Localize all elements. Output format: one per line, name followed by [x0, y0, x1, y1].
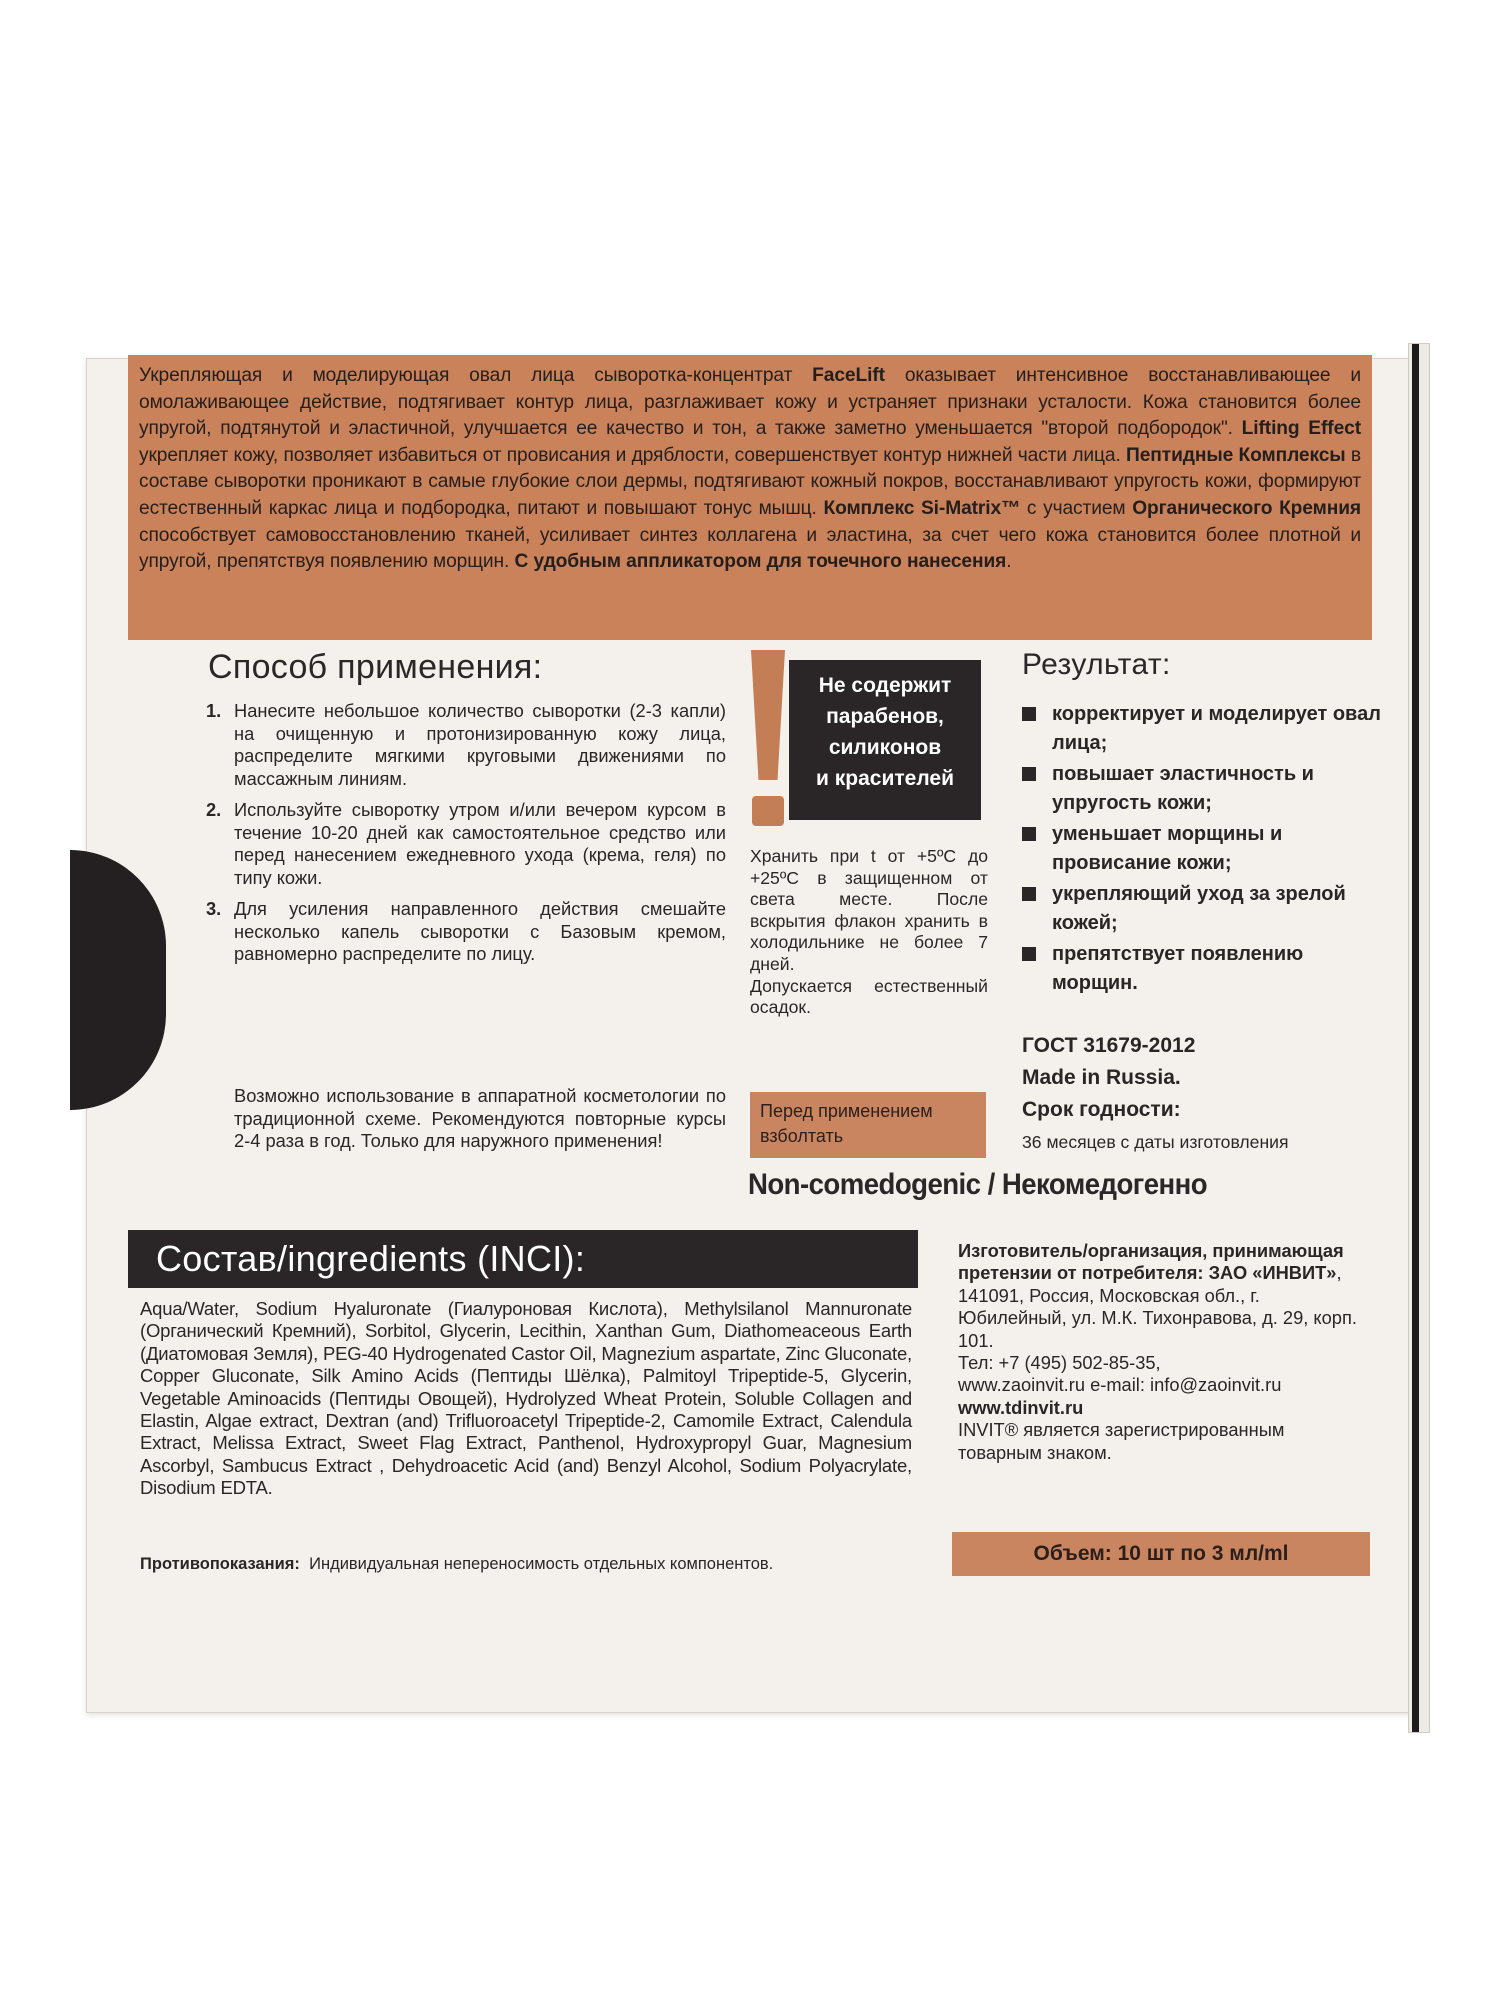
product-description: Укрепляющая и моделирующая овал лица сыворотка-концентрат FaceLift оказывает интенсивное восстанавливающее и омолаживающее действие, подтягивает контур лица, разглаживает кожу и устраняет признаки усталости. Кожа становится более упругой, подтянутой и эластичной, улучшается ее качество и тон, а также заметно уменьшается "второй подбородок". Lifting Effect укрепляет кожу, позволяет избавиться от провисания и дряблости, совершенствует контур нижней части лица. Пептидные Комплексы в составе сыворотки проникают в самые глубокие слои дермы, подтягивают кожный покров, восстанавливают упругость кожи, формируют естественный каркас лица и подбородка, питают и повышают тонус мышц. Комплекс Si-Matrix™ с участием Органического Кремния способствует самовосстановлению тканей, усиливает синтез коллагена и эластина, за счет чего кожа становится более плотной и упругой, препятствуя появлению морщин. С удобным аппликатором для точечного нанесения.	[128, 355, 1372, 640]
result-title: Результат:	[1022, 648, 1171, 681]
usage-note: Возможно использование в аппаратной косметологии по традиционной схеме. Рекомендуются повторные курсы 2-4 раза в год. Только для наружного применения!	[234, 1085, 726, 1151]
contraindications: Противопоказания: Индивидуальная непереносимость отдельных компонентов.	[140, 1555, 774, 1573]
square-bullet-icon	[1022, 707, 1036, 721]
result-list	[1022, 700, 1382, 1000]
manufacturer-info: Изготовитель/организация, принимающая претензии от потребителя: ЗАО «ИНВИТ», 141091, Россия, Московская обл., г. Юбилейный, ул. М.К. Тихонравова, д. 29, корп. 101. Тел: +7 (495) 502-85-35, www.zaoinvit.ru e-mail: info@zaoinvit.ru www.tdinvit.ru INVIT® является зарегистрированным товарным знаком.	[958, 1240, 1357, 1463]
usage-step: 1. Нанесите небольшое количество сыворотки (2-3 капли) на очищенную и протонизированную кожу лица, распределите мягкими круговыми движениями по массажным линиям.	[206, 700, 726, 789]
usage-step: 2. Используйте сыворотку утром и/или вечером курсом в течение 10-20 дней как самостоятельное средство или перед нанесением ежедневного ухода (крема, геля) по типу кожи.	[206, 799, 726, 888]
result-item: уменьшает морщины и провисание кожи;	[1022, 820, 1382, 878]
ingredients-list: Aqua/Water, Sodium Hyaluronate (Гиалуроновая Кислота), Methylsilanol Mannuronate (Органический Кремний), Sorbitol, Glycerin, Lecithin, Xanthan Gum, Diathomeaceous Earth (Диатомовая Земля), PEG-40 Hydrogenated Castor Oil, Magnezium aspartate, Zinc Gluconate, Copper Gluconate, Silk Amino Acids (Пептиды Шёлка), Palmitoyl Tripeptide-5, Glycerin, Vegetable Aminoacids (Пептиды Овощей), Hydrolyzed Wheat Protein, Soluble Collagen and Elastin, Algae extract, Dextran (and) Trifluoroacetyl Tripeptide-2, Camomile Extract, Calendula Extract, Melissa Extract, Sweet Flag Extract, Panthenol, Hydroxypropyl Guar, Magnesium Ascorbyl, Sambucus Extract , Dehydroacetic Acid (and) Benzyl Alcohol, Sodium Polyacrylate, Disodium EDTA.	[140, 1298, 912, 1499]
shelf-life-value: 36 месяцев с даты изготовления	[1022, 1132, 1289, 1152]
shelf-life-label: Срок годности:	[1022, 1098, 1181, 1121]
standards-block	[1022, 1030, 1195, 1126]
shake-notice: Перед применением взболтать	[750, 1092, 986, 1158]
gost-number: ГОСТ 31679-2012	[1022, 1034, 1196, 1057]
square-bullet-icon	[1022, 887, 1036, 901]
volume-label: Объем: 10 шт по 3 мл/ml	[952, 1532, 1370, 1576]
usage-title: Способ применения:	[208, 648, 543, 686]
free-from-badge: Не содержит парабенов, силиконов и красителей	[789, 660, 981, 820]
storage-instructions: Хранить при t от +5ºC до +25ºC в защищенном от света месте. После вскрытия флакон хранить в холодильнике не более 7 дней. Допускается естественный осадок.	[750, 846, 988, 1018]
package-side-edge	[1408, 343, 1430, 1733]
square-bullet-icon	[1022, 827, 1036, 841]
made-in: Made in Russia.	[1022, 1066, 1181, 1089]
square-bullet-icon	[1022, 767, 1036, 781]
ingredients-title: Состав/ingredients (INCI):	[128, 1230, 918, 1288]
result-item: корректирует и моделирует овал лица;	[1022, 700, 1382, 758]
result-item: препятствует появлению морщин.	[1022, 940, 1382, 998]
exclamation-icon	[750, 650, 786, 825]
usage-steps	[206, 700, 726, 975]
noncomedogenic-label: Non-comedogenic / Некомедогенно	[748, 1168, 1208, 1201]
result-item: укрепляющий уход за зрелой кожей;	[1022, 880, 1382, 938]
result-item: повышает эластичность и упругость кожи;	[1022, 760, 1382, 818]
square-bullet-icon	[1022, 947, 1036, 961]
usage-step: 3. Для усиления направленного действия смешайте несколько капель сыворотки с Базовым кремом, равномерно распределите по лицу.	[206, 898, 726, 964]
